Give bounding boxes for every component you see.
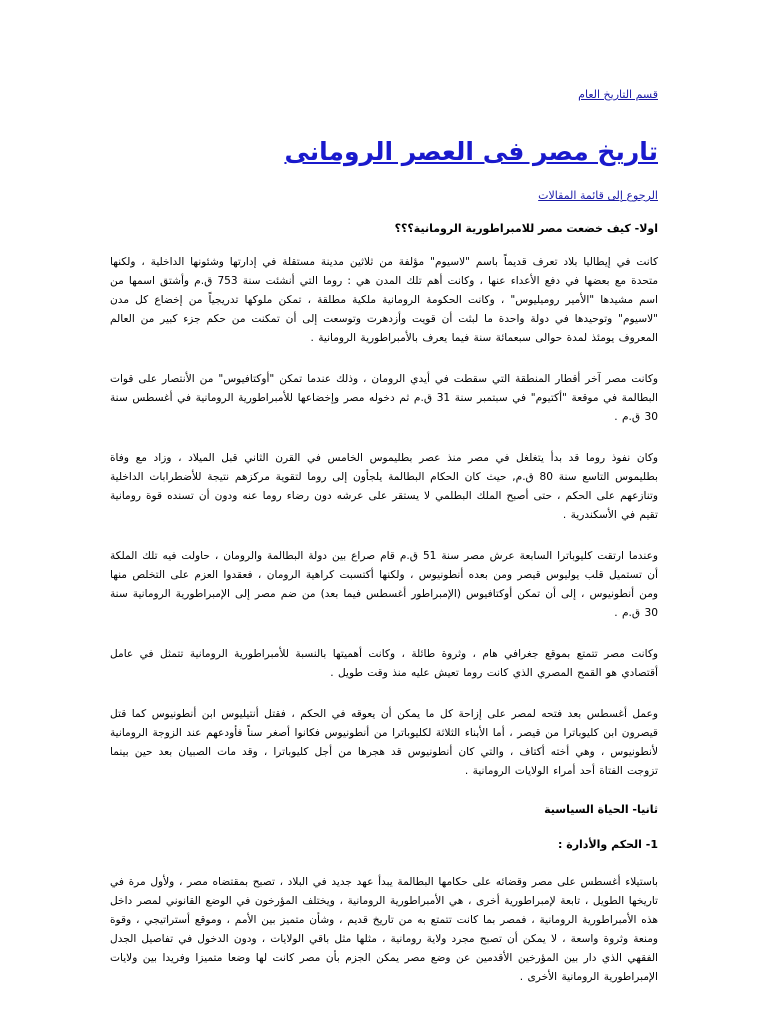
back-to-articles-link[interactable]: الرجوع إلى قائمة المقالات xyxy=(538,189,658,202)
paragraph: وكانت مصر تتمتع بموقع جغرافي هام ، وثروة طائلة ، وكانت أهميتها بالنسبة للأمبراطورية الرومانية تتمثل في عامل أقتصادي هو القمح المصري الذي كانت روما تعيش عليه منذ وقت طويل . xyxy=(110,648,658,679)
paragraph: وعندما ارتقت كليوباترا السابعة عرش مصر سنة 51 ق.م قام صراع بين دولة البطالمة والرومان ، حاولت فيه تلك الملكة أن تستميل قلب يوليوس قيصر ومن بعده أنطونيوس ، ولكنها أكتسبت كراهية الرومان ، فعقدوا العزم على التخلص منها ومن أنطونيوس ، إلى أن تمكن أوكتافيوس (الإمبراطور أغسطس فيما بعد) من ضم مصر إلى الإمبراطورية الرومانية سنة 30 ق.م . xyxy=(110,550,659,619)
section-heading-1: اولا- كيف خضعت مصر للامبراطورية الرومانية؟؟؟ xyxy=(394,222,658,235)
paragraph: وكانت مصر آخر أقطار المنطقة التي سقطت في أيدي الرومان ، وذلك عندما تمكن "أوكتافيوس" من الأنتصار على قوات البطالمة في موقعة "أكتيوم" في سبتمبر سنة 31 ق.م ثم دخوله مصر وإخضاعها للأمبراطورية الرومانية في أغسطس سنة 30 ق.م . xyxy=(110,373,658,423)
section-heading-2: ثانيا- الحياة السياسية xyxy=(544,803,658,816)
paragraph: وكان نفوذ روما قد بدأ يتغلغل في مصر منذ عصر بطليموس الخامس في القرن الثاني قبل الميلاد ، وزاد مع وفاة بطليموس التاسع سنة 80 ق.م, حيث كان الحكام البطالمة يلجأون إلى روما لتقوية مركزهم نتيجة للأضطرابات الداخلية وتنازعهم على الحكم ، حتى أصبح الملك البطلمي لا يستقر على عرشه دون رضاء روما عنه ودون أن تسنده قوة رومانية تقيم في الأسكندرية . xyxy=(110,452,658,521)
breadcrumb-link[interactable]: قسم التاريخ العام xyxy=(578,88,658,101)
article-body xyxy=(110,88,658,1009)
paragraph: وعمل أغسطس بعد فتحه لمصر على إزاحة كل ما يمكن أن يعوقه في الحكم ، فقتل أنتيليوس ابن أنطونيوس كما قتل قيصرون ابن كليوباترا من قيصر ، أما الأبناء الثلاثة لكليوباترا من أنطونيوس فكانوا أصغر سناً فأودعهم عند الزوجة الرومانية لأنطونيوس ، وهي أخته أكتاف ، والتي كان أنطونيوس قد هجرها من أجل كليوباترا ، وقد مات الصبيان بعد حين بينما تزوجت الفتاة أحد أمراء الولايات الرومانية . xyxy=(110,708,658,777)
page-title[interactable]: تاريخ مصر فى العصر الرومانى xyxy=(284,137,658,166)
paragraph: باستيلاء أغسطس على مصر وقضائه على حكامها البطالمة يبدأ عهد جديد في البلاد ، تصبح بمقتضاه مصر ، ولأول مرة في تاريخها الطويل ، تابعة لإمبراطورية أخرى ، هي الأمبراطورية الرومانية ، ويختلف المؤرخون في الوضع القانوني لمصر داخل هذه الأمبراطورية الرومانية ، فمصر بما كانت تتمتع به من تاريخ قديم ، وشأن متميز بين الأمم ، وموقع أستراتيجي ، وقوة ومنعة وثروة واسعة ، لا يمكن أن تصبح مجرد ولاية رومانية ، مثلها مثل باقي الولايات ، ودون الدخول في تفاصيل الجدل الفقهي الذي دار بين المؤرخين الأقدمين عن وضع مصر يمكن الجزم بأن مصر كانت لها وضعا متميزا وفريدا بين ولايات الإمبراطورية الرومانية الأخرى . xyxy=(110,876,658,983)
subsection-heading: 1- الحكم والأدارة : xyxy=(557,838,658,851)
paragraph: كانت في إيطاليا بلاد تعرف قديماً باسم "لاسيوم" مؤلفة من ثلاثين مدينة مستقلة في إدارتها وشئونها الداخلية ، ولكنها متحدة مع بعضها في دفع الأعداء عنها ، وكانت أهم تلك المدن هي : روما التي أنشئت سنة 753 ق.م وأشتق اسمها من اسم مشيدها "الأمير روميليوس" ، وكانت الحكومة الرومانية ملكية مطلقة ، تمكن ملوكها تدريجياً من إخضاع كل مدن "لاسيوم" وتوحيدها في دولة واحدة ما لبثت أن قويت وأزدهرت وتوسعت إلى أن تمكنت من حكم جزء كبير من العالم المعروف يومئذ لمدة حوالى سبعمائة سنة فيما يعرف بالأمبراطورية الرومانية . xyxy=(110,256,658,344)
